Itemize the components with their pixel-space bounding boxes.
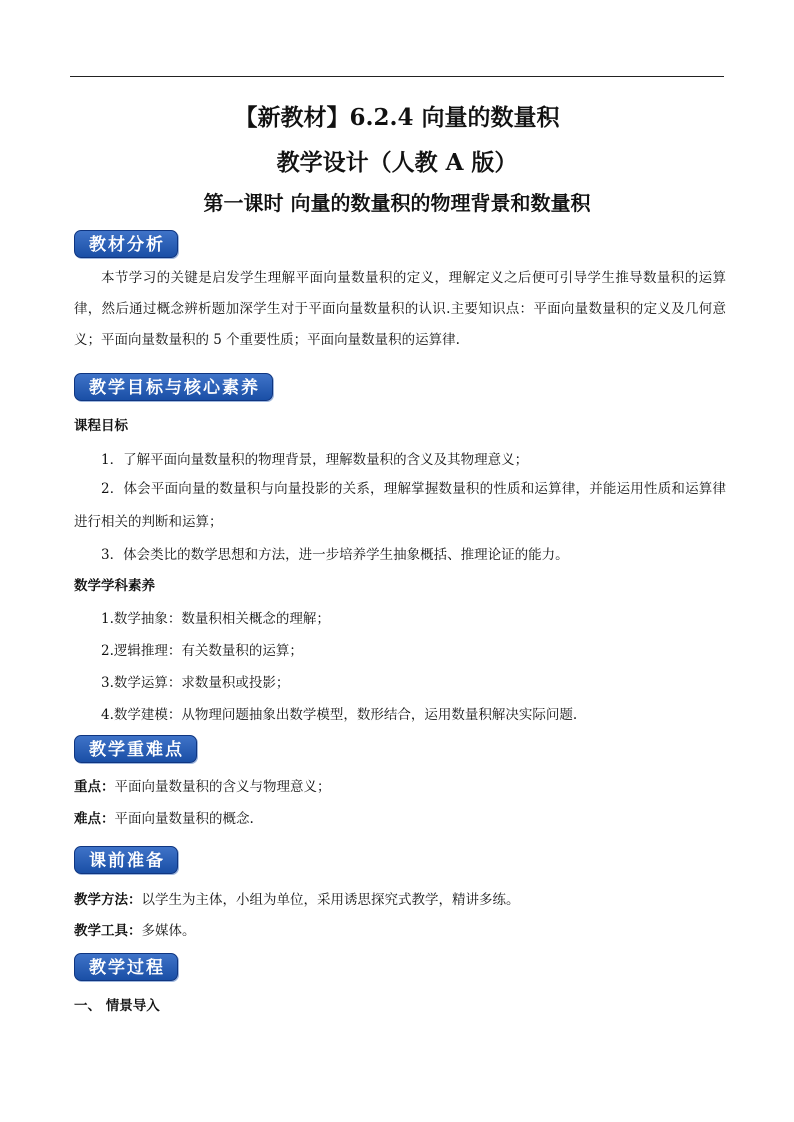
section-badge-process: 教学过程 bbox=[74, 953, 178, 981]
document-title: 【新教材】6.2.4 向量的数量积 bbox=[234, 104, 560, 131]
method-label: 教学方法： bbox=[74, 892, 142, 908]
difficulty-text: 平面向量数量积的概念. bbox=[114, 811, 254, 827]
lesson-title: 第一课时 向量的数量积的物理背景和数量积 bbox=[203, 191, 591, 215]
process-first-item: 一、 情景导入 bbox=[74, 998, 160, 1014]
literacy-item: 4.数学建模：从物理问题抽象出数学模型，数形结合，运用数量积解决实际问题. bbox=[101, 707, 578, 723]
literacy-item: 1.数学抽象：数量积相关概念的理解； bbox=[101, 611, 330, 627]
literacy-item: 2.逻辑推理：有关数量积的运算； bbox=[101, 643, 303, 659]
course-goals-heading: 课程目标 bbox=[74, 418, 128, 434]
course-goal-item: 3．体会类比的数学思想和方法，进一步培养学生抽象概括、推理论证的能力。 bbox=[101, 547, 569, 563]
difficulty-line bbox=[74, 807, 254, 827]
header-rule bbox=[70, 76, 724, 77]
section-badge-preparation: 课前准备 bbox=[74, 846, 178, 874]
section-badge-analysis: 教材分析 bbox=[74, 230, 178, 258]
focus-label: 重点： bbox=[74, 779, 115, 795]
analysis-paragraph: 本节学习的关键是启发学生理解平面向量数量积的定义，理解定义之后便可引导学生推导数量积的运算律，然后通过概念辨析题加深学生对于平面向量数量积的认识.主要知识点：平面向量数量积的定义及几何意义；平面向量数量积的 5 个重要性质；平面向量数量积的运算律. bbox=[74, 270, 726, 348]
method-text: 以学生为主体，小组为单位，采用诱思探究式教学，精讲多练。 bbox=[141, 892, 520, 908]
difficulty-label: 难点： bbox=[74, 811, 115, 827]
course-goal-item: 2．体会平面向量的数量积与向量投影的关系，理解掌握数量积的性质和运算律，并能运用性质和运算律进行相关的判断和运算； bbox=[74, 481, 726, 530]
section-badge-key-points: 教学重难点 bbox=[74, 735, 197, 763]
tools-line bbox=[74, 919, 196, 939]
document-subtitle: 教学设计（人教 A 版） bbox=[276, 149, 518, 176]
tools-label: 教学工具： bbox=[74, 923, 142, 939]
section-badge-goals: 教学目标与核心素养 bbox=[74, 373, 273, 401]
focus-line bbox=[74, 775, 331, 795]
course-goal-item: 1．了解平面向量数量积的物理背景，理解数量积的含义及其物理意义； bbox=[101, 452, 529, 468]
literacy-heading: 数学学科素养 bbox=[74, 578, 155, 594]
method-line bbox=[74, 888, 520, 908]
focus-text: 平面向量数量积的含义与物理意义； bbox=[114, 779, 331, 795]
literacy-item: 3.数学运算：求数量积或投影； bbox=[101, 675, 290, 691]
tools-text: 多媒体。 bbox=[141, 923, 196, 939]
